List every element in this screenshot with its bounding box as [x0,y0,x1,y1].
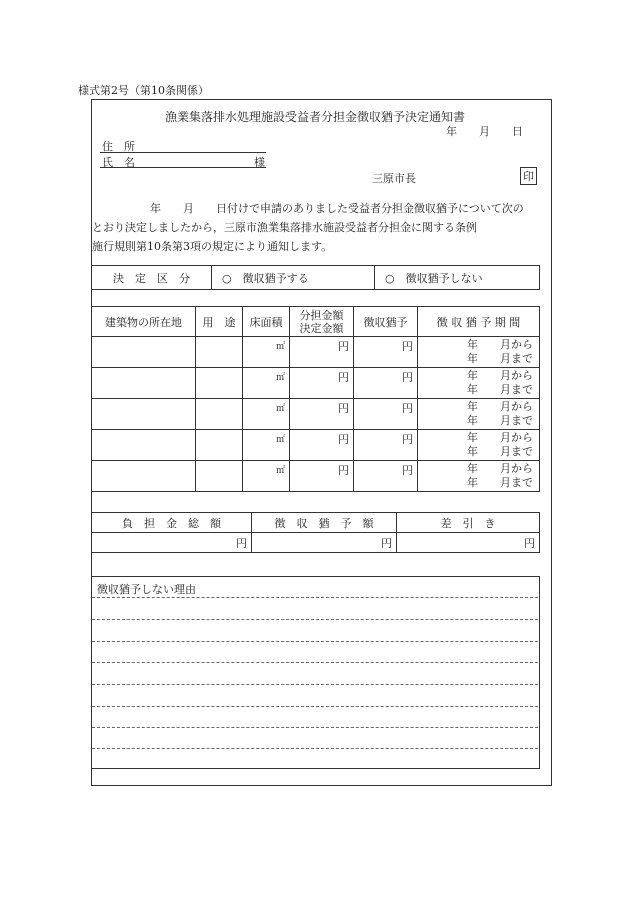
address-label: 住 所 [102,140,135,153]
body-line-2: とおり決定しましたから，三原市漁業集落排水施設受益者分担金に関する条例 [92,221,477,234]
period-from: 年 月から [467,338,533,351]
cell-use[interactable] [196,399,243,430]
decision-option-no-defer[interactable]: ○ 徴収猶予しない [375,266,540,290]
header-decided-amount [290,307,354,337]
reason-line [92,748,538,749]
header-deferred: 徴収猶予 [354,307,418,337]
cell-period[interactable] [418,461,540,492]
reason-line [92,684,538,685]
header-period: 徴 収 猶 予 期 間 [418,307,540,337]
cell-location[interactable] [92,337,196,368]
total-unit[interactable]: 円 [92,533,252,553]
cell-use[interactable] [196,368,243,399]
cell-use[interactable] [196,430,243,461]
deferred-unit[interactable]: 円 [252,533,397,553]
period-to: 年 月まで [467,352,533,365]
table-row [92,461,540,492]
cell-location[interactable] [92,461,196,492]
cell-decided-amount[interactable]: 円 [290,337,354,368]
reason-line [92,727,538,728]
diff-unit[interactable]: 円 [397,533,540,553]
cell-use[interactable] [196,461,243,492]
period-to: 年 月まで [467,445,533,458]
cell-floor-area[interactable]: ㎡ [243,461,290,492]
reason-line [92,619,538,620]
honorific: 様 [254,156,265,169]
date-line: 年 月 日 [446,125,523,138]
table-row [92,337,540,368]
decision-table [91,265,540,290]
period-from: 年 月から [467,400,533,413]
table-row [92,430,540,461]
header-location: 建築物の所在地 [92,307,196,337]
header-floor-area: 床面積 [243,307,290,337]
cell-period[interactable] [418,399,540,430]
cell-deferred[interactable]: 円 [354,461,418,492]
summary-table [91,512,540,553]
body-line-1: 年 月 日付けで申請のありました受益者分担金徴収猶予について次の [150,202,524,215]
decision-option-defer[interactable]: ○ 徴収猶予する [212,266,375,290]
cell-decided-amount[interactable]: 円 [290,430,354,461]
cell-decided-amount[interactable]: 円 [290,399,354,430]
reason-label: 徴収猶予しない理由 [97,583,196,596]
cell-deferred[interactable]: 円 [354,368,418,399]
cell-floor-area[interactable]: ㎡ [243,399,290,430]
body-line-3: 施行規則第10条第3項の規定により通知します。 [92,240,333,253]
table-row [92,368,540,399]
cell-decided-amount[interactable]: 円 [290,461,354,492]
reason-line [92,706,538,707]
period-from: 年 月から [467,369,533,382]
cell-deferred[interactable]: 円 [354,337,418,368]
reason-line [92,662,538,663]
reason-line [92,641,538,642]
header-decided-amount-line1: 分担金額 [299,308,344,322]
cell-location[interactable] [92,368,196,399]
cell-use[interactable] [196,337,243,368]
deferred-label: 徴 収 猶 予 額 [252,513,397,533]
reason-line [92,597,538,598]
seal: 印 [520,167,537,185]
period-to: 年 月まで [467,414,533,427]
cell-location[interactable] [92,430,196,461]
name-label: 氏 名 [102,156,135,169]
cell-period[interactable] [418,337,540,368]
name-underline [100,167,266,168]
cell-deferred[interactable]: 円 [354,430,418,461]
cell-period[interactable] [418,430,540,461]
table-row [92,399,540,430]
cell-floor-area[interactable]: ㎡ [243,337,290,368]
cell-decided-amount[interactable]: 円 [290,368,354,399]
period-from: 年 月から [467,462,533,475]
cell-period[interactable] [418,368,540,399]
total-label: 負 担 金 総 額 [92,513,252,533]
period-to: 年 月まで [467,476,533,489]
cell-deferred[interactable]: 円 [354,399,418,430]
reason-box[interactable] [91,576,540,769]
decision-label: 決 定 区 分 [92,266,212,290]
cell-floor-area[interactable]: ㎡ [243,430,290,461]
form-label: 様式第2号（第10条関係） [78,84,209,97]
cell-location[interactable] [92,399,196,430]
form-title: 漁業集落排水処理施設受益者分担金徴収猶予決定通知書 [165,110,466,124]
address-underline [100,152,266,153]
period-from: 年 月から [467,431,533,444]
header-decided-amount-line2: 決定金額 [299,321,344,335]
cell-floor-area[interactable]: ㎡ [243,368,290,399]
header-use: 用 途 [196,307,243,337]
issuer: 三原市長 [372,172,416,185]
detail-table [91,306,540,492]
diff-label: 差 引 き [397,513,540,533]
period-to: 年 月まで [467,383,533,396]
